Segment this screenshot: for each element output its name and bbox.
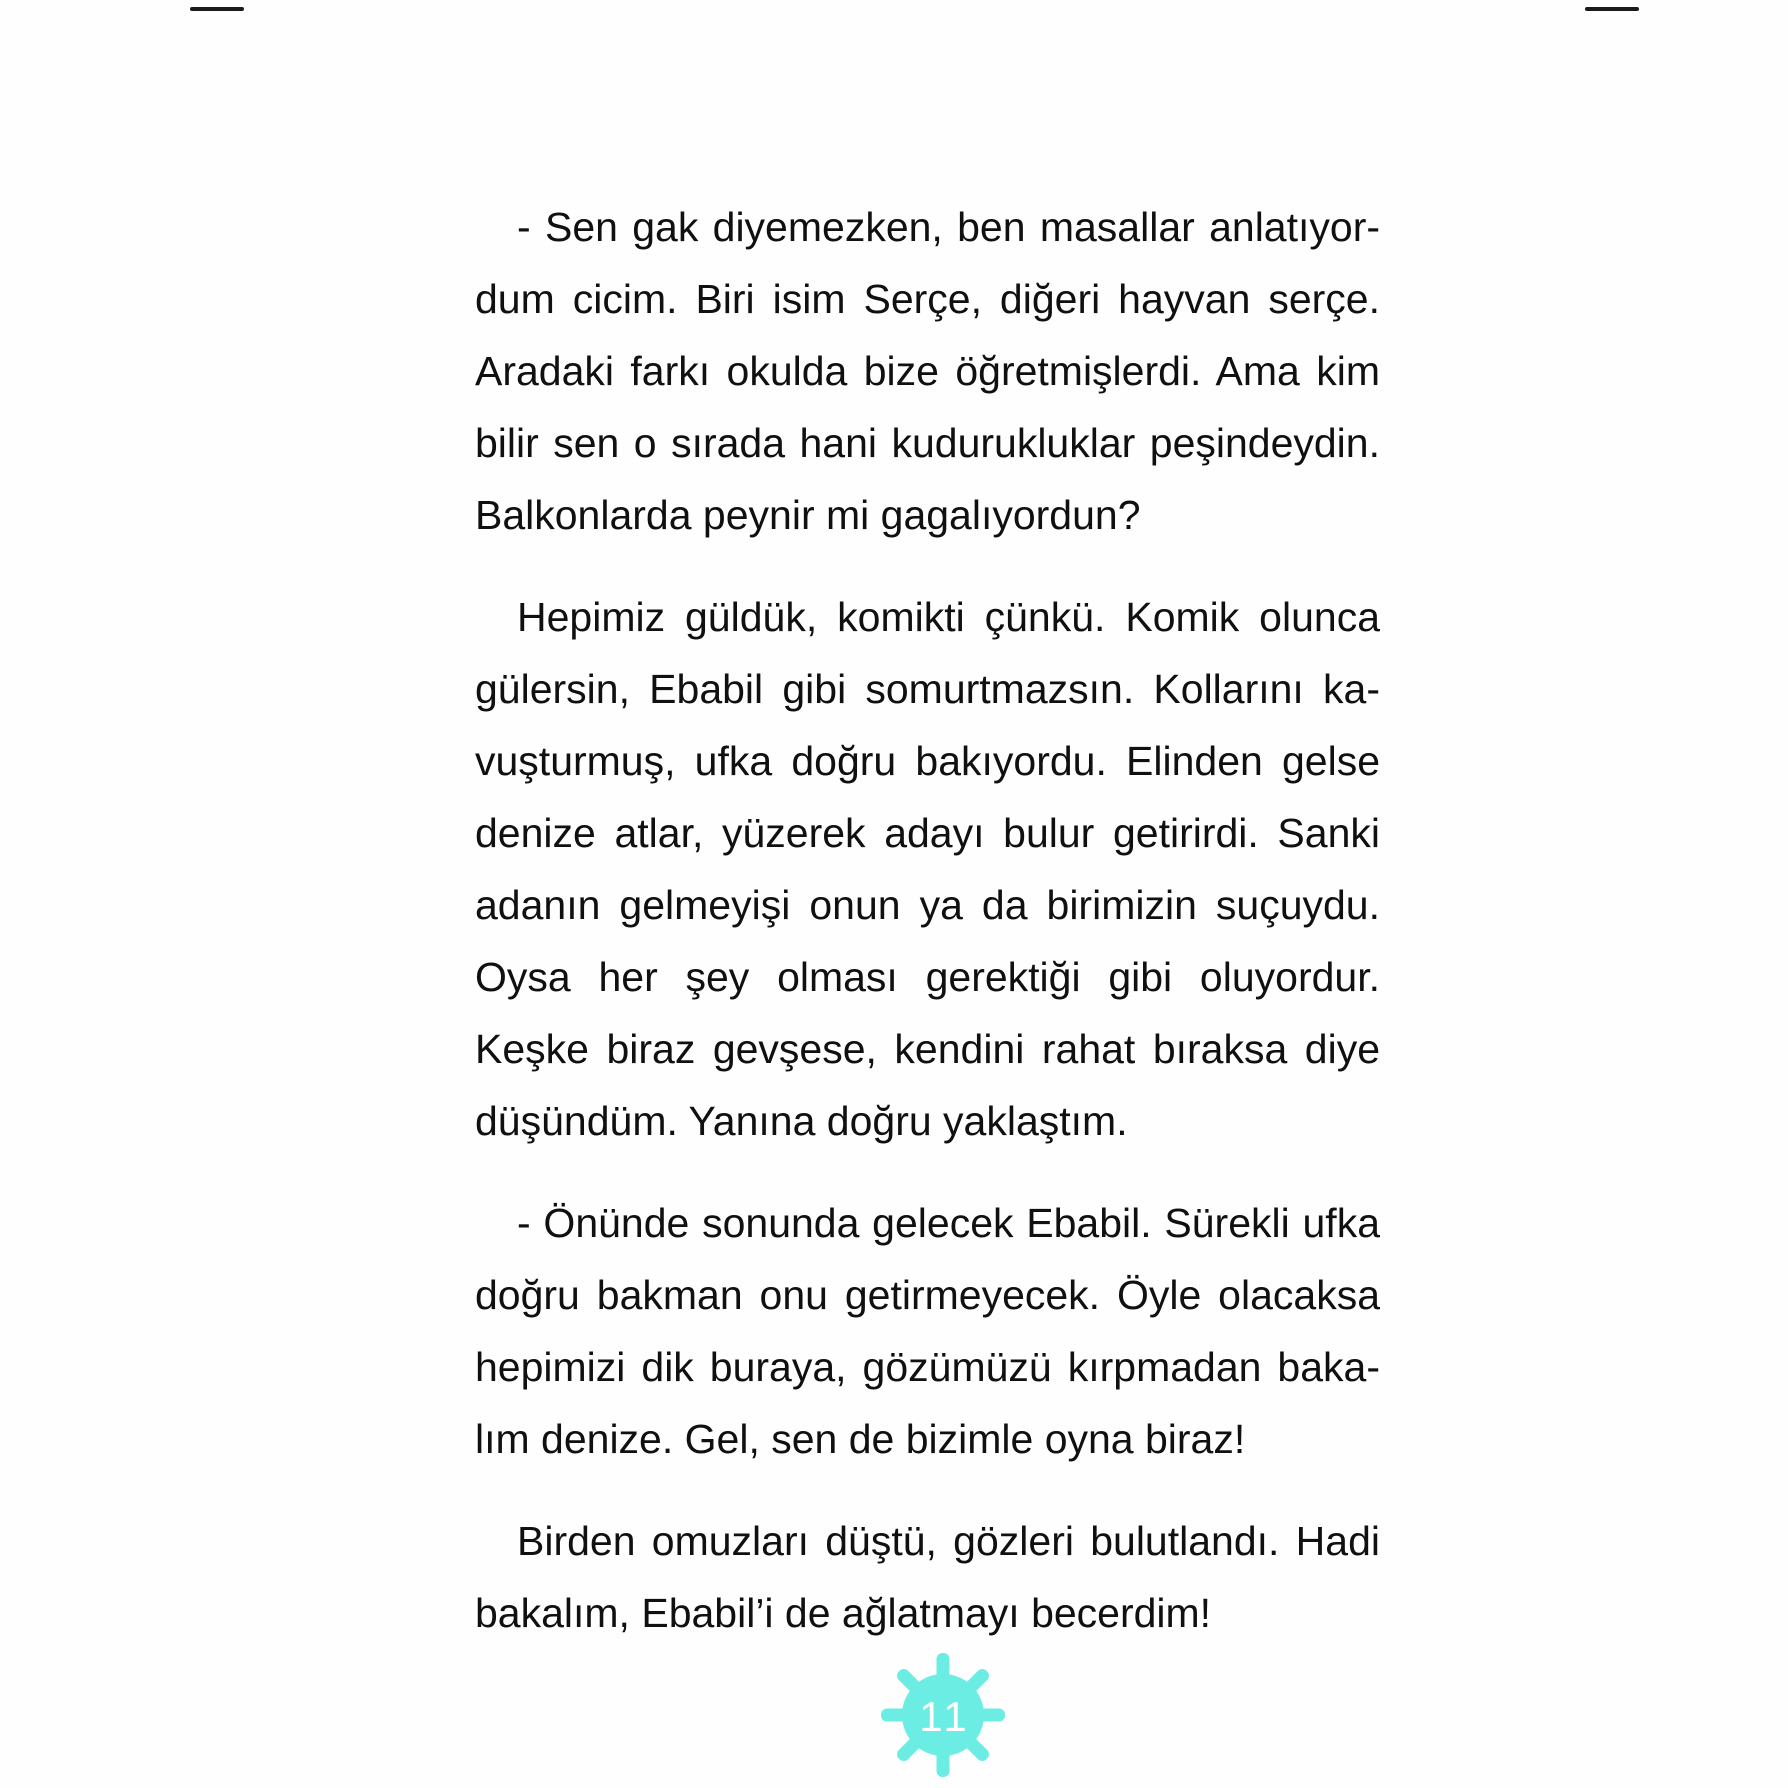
text-line: adanın gelmeyişi onun ya da birimizin suçuydu.: [475, 882, 1380, 928]
text-line: denize atlar, yüzerek adayı bulur getirirdi. Sanki: [475, 810, 1380, 856]
text-line: Keşke biraz gevşese, kendini rahat bıraksa diye: [475, 1026, 1380, 1072]
text-line: hepimizi dik buraya, gözümüzü kırpmadan baka-: [475, 1344, 1380, 1390]
text-line: gülersin, Ebabil gibi somurtmazsın. Kollarını ka-: [475, 666, 1380, 712]
paragraph: [475, 1187, 1380, 1475]
crop-mark-left: [190, 7, 244, 11]
text-line: - Sen gak diyemezken, ben masallar anlatıyor-: [517, 204, 1380, 250]
text-line: Birden omuzları düştü, gözleri bulutlandı. Hadi: [517, 1518, 1380, 1564]
text-line: bilir sen o sırada hani kudurukluklar peşindeydin.: [475, 420, 1380, 466]
text-line: Oysa her şey olması gerektiği gibi oluyordur.: [475, 954, 1380, 1000]
text-line: düşündüm. Yanına doğru yaklaştım.: [475, 1098, 1128, 1144]
text-line: - Önünde sonunda gelecek Ebabil. Sürekli ufka: [517, 1200, 1380, 1246]
text-block: [475, 191, 1380, 1679]
text-line: lım denize. Gel, sen de bizimle oyna biraz!: [475, 1416, 1246, 1462]
paragraph: [475, 191, 1380, 551]
paragraph: [475, 1505, 1380, 1649]
text-line: Hepimiz güldük, komikti çünkü. Komik olunca: [517, 594, 1380, 640]
page-number: 11: [919, 1693, 971, 1740]
text-line: Aradaki farkı okulda bize öğretmişlerdi. Ama kim: [475, 348, 1380, 394]
text-line: vuşturmuş, ufka doğru bakıyordu. Elinden gelse: [475, 738, 1380, 784]
text-line: doğru bakman onu getirmeyecek. Öyle olacaksa: [475, 1272, 1380, 1318]
text-line: Balkonlarda peynir mi gagalıyordun?: [475, 492, 1141, 538]
paragraph: [475, 581, 1380, 1157]
text-line: dum cicim. Biri isim Serçe, diğeri hayvan serçe.: [475, 276, 1380, 322]
page-number-badge: [873, 1645, 1013, 1785]
text-line: bakalım, Ebabil’i de ağlatmayı becerdim!: [475, 1590, 1212, 1636]
crop-mark-right: [1585, 7, 1639, 11]
